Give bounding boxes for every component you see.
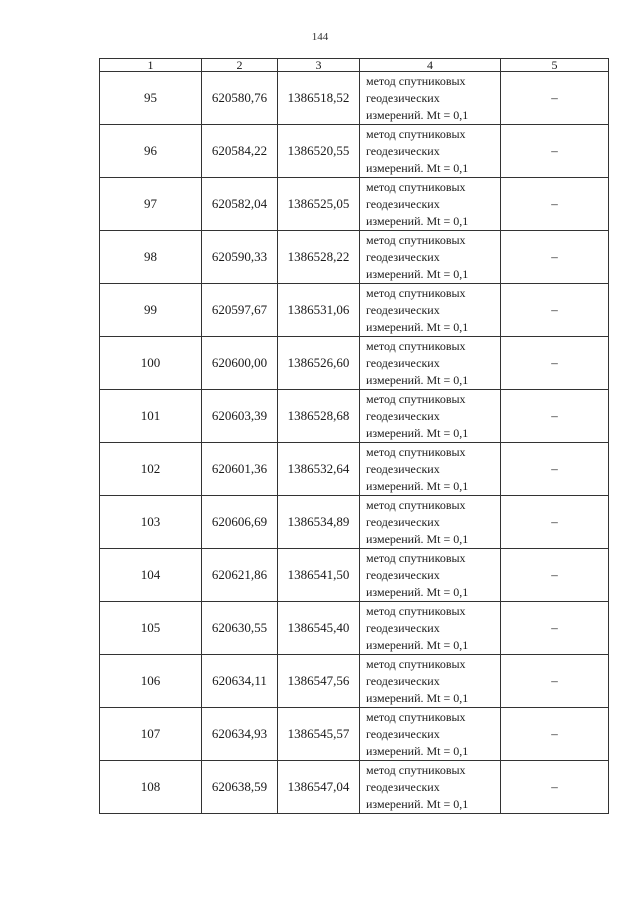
- column-header-3: 3: [278, 59, 360, 72]
- method-line: геодезических: [366, 514, 440, 529]
- point-number-cell: 96: [100, 125, 202, 178]
- method-line: измерений. Mt = 0,1: [366, 743, 469, 758]
- column-header-5: 5: [501, 59, 609, 72]
- method-line: метод спутниковых: [366, 656, 466, 671]
- method-line: измерений. Mt = 0,1: [366, 160, 469, 175]
- method-cell: [360, 602, 501, 655]
- table-row: [100, 390, 609, 443]
- table-row: [100, 72, 609, 125]
- y-coordinate-cell: 1386518,52: [278, 72, 360, 125]
- method-line: геодезических: [366, 779, 440, 794]
- method-cell: [360, 496, 501, 549]
- method-line: геодезических: [366, 302, 440, 317]
- method-line: метод спутниковых: [366, 126, 466, 141]
- table-row: [100, 708, 609, 761]
- note-cell: –: [501, 125, 609, 178]
- method-line: измерений. Mt = 0,1: [366, 372, 469, 387]
- y-coordinate-cell: 1386547,56: [278, 655, 360, 708]
- note-cell: –: [501, 602, 609, 655]
- note-cell: –: [501, 284, 609, 337]
- method-line: измерений. Mt = 0,1: [366, 478, 469, 493]
- column-header-4: 4: [360, 59, 501, 72]
- point-number-cell: 99: [100, 284, 202, 337]
- x-coordinate-cell: 620638,59: [202, 761, 278, 814]
- method-line: измерений. Mt = 0,1: [366, 213, 469, 228]
- y-coordinate-cell: 1386526,60: [278, 337, 360, 390]
- x-coordinate-cell: 620606,69: [202, 496, 278, 549]
- method-line: геодезических: [366, 620, 440, 635]
- method-line: метод спутниковых: [366, 232, 466, 247]
- note-cell: –: [501, 655, 609, 708]
- point-number-cell: 106: [100, 655, 202, 708]
- method-cell: [360, 708, 501, 761]
- table-row: [100, 443, 609, 496]
- method-line: измерений. Mt = 0,1: [366, 637, 469, 652]
- y-coordinate-cell: 1386531,06: [278, 284, 360, 337]
- table-row: [100, 655, 609, 708]
- y-coordinate-cell: 1386532,64: [278, 443, 360, 496]
- note-cell: –: [501, 496, 609, 549]
- point-number-cell: 105: [100, 602, 202, 655]
- method-line: метод спутниковых: [366, 338, 466, 353]
- column-header-2: 2: [202, 59, 278, 72]
- point-number-cell: 103: [100, 496, 202, 549]
- note-cell: –: [501, 178, 609, 231]
- method-line: метод спутниковых: [366, 709, 466, 724]
- method-line: метод спутниковых: [366, 550, 466, 565]
- note-cell: –: [501, 443, 609, 496]
- y-coordinate-cell: 1386525,05: [278, 178, 360, 231]
- y-coordinate-cell: 1386520,55: [278, 125, 360, 178]
- method-cell: [360, 284, 501, 337]
- x-coordinate-cell: 620597,67: [202, 284, 278, 337]
- method-cell: [360, 231, 501, 284]
- method-line: геодезических: [366, 461, 440, 476]
- x-coordinate-cell: 620634,93: [202, 708, 278, 761]
- x-coordinate-cell: 620621,86: [202, 549, 278, 602]
- y-coordinate-cell: 1386528,68: [278, 390, 360, 443]
- method-line: геодезических: [366, 726, 440, 741]
- method-line: измерений. Mt = 0,1: [366, 531, 469, 546]
- x-coordinate-cell: 620630,55: [202, 602, 278, 655]
- method-line: метод спутниковых: [366, 391, 466, 406]
- y-coordinate-cell: 1386534,89: [278, 496, 360, 549]
- method-line: измерений. Mt = 0,1: [366, 584, 469, 599]
- method-line: измерений. Mt = 0,1: [366, 425, 469, 440]
- method-line: измерений. Mt = 0,1: [366, 690, 469, 705]
- x-coordinate-cell: 620582,04: [202, 178, 278, 231]
- x-coordinate-cell: 620603,39: [202, 390, 278, 443]
- method-cell: [360, 443, 501, 496]
- note-cell: –: [501, 390, 609, 443]
- point-number-cell: 101: [100, 390, 202, 443]
- point-number-cell: 104: [100, 549, 202, 602]
- method-line: геодезических: [366, 355, 440, 370]
- x-coordinate-cell: 620600,00: [202, 337, 278, 390]
- method-line: измерений. Mt = 0,1: [366, 107, 469, 122]
- note-cell: –: [501, 231, 609, 284]
- point-number-cell: 102: [100, 443, 202, 496]
- y-coordinate-cell: 1386528,22: [278, 231, 360, 284]
- x-coordinate-cell: 620580,76: [202, 72, 278, 125]
- method-line: измерений. Mt = 0,1: [366, 266, 469, 281]
- method-line: метод спутниковых: [366, 762, 466, 777]
- method-line: метод спутниковых: [366, 444, 466, 459]
- note-cell: –: [501, 72, 609, 125]
- method-line: геодезических: [366, 196, 440, 211]
- method-line: геодезических: [366, 143, 440, 158]
- coordinates-table: [99, 58, 609, 814]
- table-row: [100, 602, 609, 655]
- method-line: метод спутниковых: [366, 73, 466, 88]
- method-line: метод спутниковых: [366, 603, 466, 618]
- method-line: геодезических: [366, 567, 440, 582]
- method-cell: [360, 390, 501, 443]
- point-number-cell: 108: [100, 761, 202, 814]
- note-cell: –: [501, 549, 609, 602]
- table-header-row: [100, 59, 609, 72]
- table-row: [100, 284, 609, 337]
- method-cell: [360, 761, 501, 814]
- table-row: [100, 231, 609, 284]
- method-line: геодезических: [366, 249, 440, 264]
- column-header-1: 1: [100, 59, 202, 72]
- note-cell: –: [501, 761, 609, 814]
- method-cell: [360, 178, 501, 231]
- point-number-cell: 98: [100, 231, 202, 284]
- point-number-cell: 97: [100, 178, 202, 231]
- method-cell: [360, 337, 501, 390]
- x-coordinate-cell: 620601,36: [202, 443, 278, 496]
- table-row: [100, 125, 609, 178]
- table-row: [100, 496, 609, 549]
- method-line: метод спутниковых: [366, 179, 466, 194]
- method-line: геодезических: [366, 673, 440, 688]
- table-row: [100, 337, 609, 390]
- table-row: [100, 178, 609, 231]
- note-cell: –: [501, 708, 609, 761]
- point-number-cell: 100: [100, 337, 202, 390]
- method-line: метод спутниковых: [366, 285, 466, 300]
- method-cell: [360, 125, 501, 178]
- y-coordinate-cell: 1386545,57: [278, 708, 360, 761]
- x-coordinate-cell: 620590,33: [202, 231, 278, 284]
- table-body: [100, 72, 609, 814]
- table-row: [100, 761, 609, 814]
- y-coordinate-cell: 1386547,04: [278, 761, 360, 814]
- method-line: измерений. Mt = 0,1: [366, 319, 469, 334]
- table-row: [100, 549, 609, 602]
- method-cell: [360, 655, 501, 708]
- x-coordinate-cell: 620584,22: [202, 125, 278, 178]
- x-coordinate-cell: 620634,11: [202, 655, 278, 708]
- method-cell: [360, 549, 501, 602]
- method-line: геодезических: [366, 408, 440, 423]
- method-cell: [360, 72, 501, 125]
- method-line: геодезических: [366, 90, 440, 105]
- point-number-cell: 95: [100, 72, 202, 125]
- y-coordinate-cell: 1386541,50: [278, 549, 360, 602]
- y-coordinate-cell: 1386545,40: [278, 602, 360, 655]
- method-line: измерений. Mt = 0,1: [366, 796, 469, 811]
- note-cell: –: [501, 337, 609, 390]
- point-number-cell: 107: [100, 708, 202, 761]
- page-number: 144: [311, 31, 329, 43]
- method-line: метод спутниковых: [366, 497, 466, 512]
